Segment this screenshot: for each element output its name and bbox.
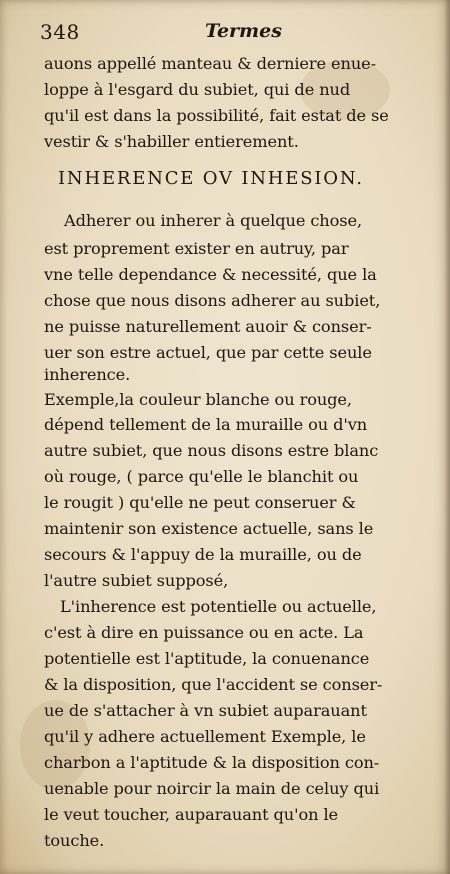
text-line: l'autre subiet supposé, <box>44 571 229 590</box>
text-line: le rougit ) qu'elle ne peut conseruer & <box>44 493 356 512</box>
text-line: Exemple,la couleur blanche ou rouge, <box>44 390 352 409</box>
text-line: est proprement exister en autruy, par <box>44 239 349 258</box>
text-line: le veut toucher, auparauant qu'on le <box>44 805 339 824</box>
text-line: où rouge, ( parce qu'elle le blanchit ou <box>44 467 359 486</box>
text-line: maintenir son existence actuelle, sans le <box>44 519 374 538</box>
text-line: Adherer ou inherer à quelque chose, <box>64 211 363 230</box>
text-line: loppe à l'esgard du subiet, qui de nud <box>44 80 351 99</box>
text-line: ue de s'attacher à vn subiet auparauant <box>44 701 367 720</box>
page-number: 348 <box>40 20 80 44</box>
text-line: uer son estre actuel, que par cette seule <box>44 343 372 362</box>
text-line: secours & l'appuy de la muraille, ou de <box>44 545 362 564</box>
text-line: c'est à dire en puissance ou en acte. La <box>44 623 364 642</box>
text-line: L'inherence est potentielle ou actuelle, <box>60 597 377 616</box>
text-line: touche. <box>44 831 105 850</box>
text-line: vne telle dependance & necessité, que la <box>44 265 377 284</box>
text-line: ne puisse naturellement auoir & conser- <box>44 317 372 336</box>
section-heading: INHERENCE OV INHESION. <box>58 168 364 189</box>
running-head: Termes <box>205 20 282 42</box>
text-line: qu'il est dans la possibilité, fait estat de se <box>44 106 389 125</box>
text-line: inherence. <box>44 365 131 384</box>
text-line: & la disposition, que l'accident se conser- <box>44 675 383 694</box>
text-line: potentielle est l'aptitude, la conuenance <box>44 649 370 668</box>
text-line: charbon a l'aptitude & la disposition con- <box>44 753 380 772</box>
page-header <box>40 20 420 46</box>
text-line: vestir & s'habiller entierement. <box>44 132 299 151</box>
text-line: chose que nous disons adherer au subiet, <box>44 291 381 310</box>
text-line: dépend tellement de la muraille ou d'vn <box>44 415 368 434</box>
text-line: qu'il y adhere actuellement Exemple, le <box>44 727 366 746</box>
text-line: uenable pour noircir la main de celuy qui <box>44 779 380 798</box>
text-line: auons appellé manteau & derniere enue- <box>44 54 377 73</box>
text-line: autre subiet, que nous disons estre blanc <box>44 441 379 460</box>
